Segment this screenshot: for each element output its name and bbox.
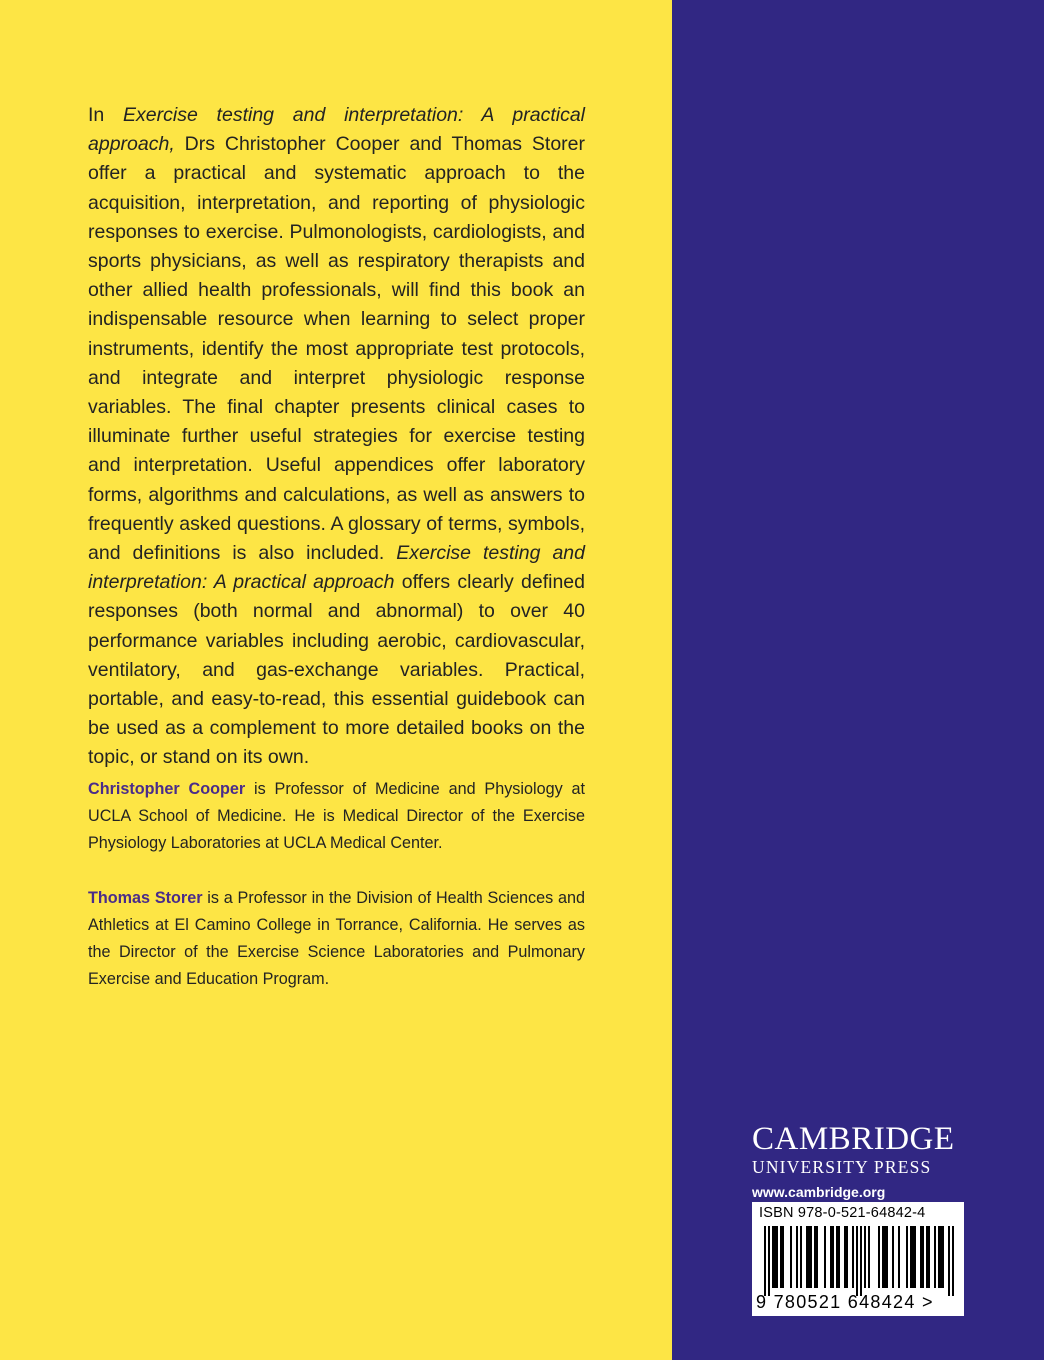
blurb-body-2: offers clearly defined responses (both normal and abnormal) to over 40 performance variables including aerobic, cardiovascular, ventilatory, and gas-exchange variables. Practical, portable, and easy-to-read, this essential guidebook can be used as a complement to more detailed books on the topic, or stand on its own. bbox=[88, 571, 585, 769]
author-bio-text: is a Professor in the Division of Health Sciences and Athletics at El Camino College in Torrance, California. He serves as the Director of the Exercise Science Laboratories and Pulmonary Exercise and Education Program. bbox=[88, 889, 585, 988]
barcode-bar bbox=[938, 1226, 940, 1288]
isbn-label: ISBN 978-0-521-64842-4 bbox=[759, 1205, 926, 1221]
barcode-bar bbox=[824, 1226, 826, 1288]
barcode-bar bbox=[926, 1226, 928, 1288]
barcode-bar bbox=[782, 1226, 784, 1288]
publisher-url[interactable]: www.cambridge.org bbox=[752, 1184, 886, 1200]
barcode-bar bbox=[882, 1226, 884, 1288]
barcode-bar bbox=[832, 1226, 834, 1288]
barcode-bar bbox=[892, 1226, 894, 1288]
barcode-digits: 9 780521 648424 > bbox=[756, 1292, 934, 1312]
barcode-bar bbox=[860, 1226, 862, 1296]
barcode-bar bbox=[910, 1226, 912, 1288]
barcode-bar bbox=[906, 1226, 908, 1288]
barcode-bar bbox=[948, 1226, 950, 1296]
barcode-bar bbox=[816, 1226, 818, 1288]
barcode-bar bbox=[814, 1226, 816, 1288]
publisher-name: CAMBRIDGE bbox=[752, 1121, 955, 1157]
book-title-italic: Exercise testing and interpretation: A practical approach, bbox=[88, 104, 585, 156]
barcode-bar bbox=[838, 1226, 840, 1288]
barcode-bar bbox=[920, 1226, 922, 1288]
author-bio-storer bbox=[88, 885, 585, 993]
barcode-bar bbox=[952, 1226, 954, 1296]
barcode-bar bbox=[806, 1226, 808, 1288]
author-name: Christopher Cooper bbox=[88, 780, 246, 798]
barcode-bar bbox=[884, 1226, 886, 1288]
barcode-bar bbox=[810, 1226, 812, 1288]
barcode-bar bbox=[768, 1226, 770, 1296]
barcode-bar bbox=[912, 1226, 914, 1288]
barcode-bar bbox=[940, 1226, 942, 1288]
barcode-bar bbox=[928, 1226, 930, 1288]
barcode-bar bbox=[774, 1226, 776, 1288]
author-bio-cooper bbox=[88, 776, 585, 857]
barcode-box bbox=[752, 1202, 964, 1316]
barcode-bar bbox=[800, 1226, 802, 1288]
publisher-logo bbox=[752, 1121, 964, 1201]
barcode-bar bbox=[790, 1226, 792, 1288]
barcode-bar bbox=[830, 1226, 832, 1288]
barcode-bar bbox=[808, 1226, 810, 1288]
barcode-bar bbox=[864, 1226, 866, 1288]
barcode-bar bbox=[898, 1226, 900, 1288]
barcode-bar bbox=[776, 1226, 778, 1288]
publisher-subtitle: UNIVERSITY PRESS bbox=[752, 1157, 932, 1177]
barcode-bar bbox=[856, 1226, 858, 1296]
blurb-intro: In bbox=[88, 104, 124, 126]
blurb-body-1: Drs Christopher Cooper and Thomas Storer offer a practical and systematic approach to the acquisition, interpretation, and reporting of physiologic responses to exercise. Pulmonologists, cardiologists, and sports physicians, as well as respiratory therapists and other allied health professionals, will find this book an indispensable resource when learning to select proper instruments, identify the most appropriate test protocols, and integrate and interpret physiologic response variables. The final chapter presents clinical cases to illuminate further useful strategies for exercise testing and interpretation. Useful appendices offer laboratory forms, algorithms and calculations, as well as answers to frequently asked questions. A glossary of terms, symbols, and definitions is also included. bbox=[88, 133, 585, 565]
barcode-bar bbox=[886, 1226, 888, 1288]
barcode-bar bbox=[796, 1226, 798, 1288]
barcode-bar bbox=[914, 1226, 916, 1288]
barcode-bar bbox=[868, 1226, 870, 1288]
barcode-bar bbox=[852, 1226, 854, 1288]
barcode-bar bbox=[780, 1226, 782, 1288]
barcode-bar bbox=[846, 1226, 848, 1288]
book-title-italic-2: Exercise testing and interpretation: A practical approach bbox=[88, 542, 585, 594]
barcode-bar bbox=[878, 1226, 880, 1288]
barcode-bar bbox=[922, 1226, 924, 1288]
author-bio-text: is Professor of Medicine and Physiology at UCLA School of Medicine. He is Medical Director of the Exercise Physiology Laboratories at UCLA Medical Center. bbox=[88, 780, 586, 852]
barcode-bar bbox=[844, 1226, 846, 1288]
author-name: Thomas Storer bbox=[88, 889, 203, 907]
barcode-bar bbox=[764, 1226, 766, 1296]
barcode-bar bbox=[836, 1226, 838, 1288]
barcode-bar bbox=[772, 1226, 774, 1288]
description-blurb bbox=[88, 101, 585, 773]
barcode-bar bbox=[934, 1226, 936, 1288]
barcode-bar bbox=[942, 1226, 944, 1288]
